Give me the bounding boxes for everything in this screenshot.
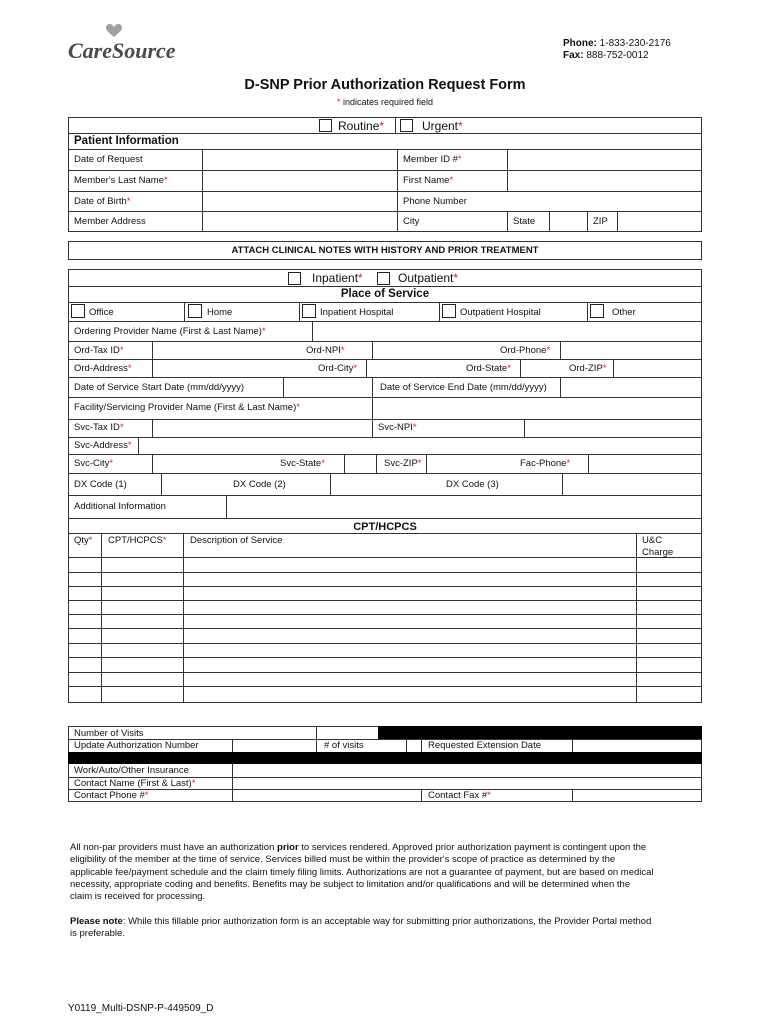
inpatient-checkbox[interactable] bbox=[288, 272, 301, 285]
ord-address-label: Ord-Address* bbox=[74, 363, 132, 374]
ordering-name-field[interactable] bbox=[313, 322, 701, 340]
address-label: Member Address bbox=[74, 216, 146, 227]
city-label: City bbox=[403, 216, 420, 227]
disclaimer-paragraph: All non-par providers must have an authorization prior to services rendered. Approved prior authorization payment is contingent upon the eligibility of the member at the time of service. Services billed must be within the provider's scope of practice as determined by the applicable fee/payment schedule and the claim timely filing limits. Authorizations are not a guarantee of payment, but are based on medical necessity, appropriate coding and benefits. Benefits may be subject to limitation and/or qualifications and will be determined when the claim is received for processing. bbox=[70, 842, 654, 903]
inpatient-label: Inpatient* bbox=[312, 271, 363, 285]
inpatient-hospital-label: Inpatient Hospital bbox=[320, 307, 394, 318]
first-name-label: First Name* bbox=[403, 175, 454, 186]
form-code: Y0119_Multi-DSNP-P-449509_D bbox=[68, 1003, 214, 1014]
urgent-label: Urgent* bbox=[422, 119, 463, 133]
svc-npi-label: Svc-NPI* bbox=[378, 422, 417, 433]
routine-label: Routine* bbox=[338, 119, 385, 133]
date-of-request-label: Date of Request bbox=[74, 154, 143, 165]
end-date-label: Date of Service End Date (mm/dd/yyyy) bbox=[380, 382, 547, 393]
other-checkbox[interactable] bbox=[590, 304, 604, 318]
outpatient-label: Outpatient* bbox=[398, 271, 459, 285]
office-checkbox[interactable] bbox=[71, 304, 85, 318]
cpt-code-header: CPT/HCPCS* bbox=[108, 535, 167, 546]
dob-label: Date of Birth* bbox=[74, 196, 131, 207]
patient-heading: Patient Information bbox=[74, 135, 179, 147]
contact-name-label: Contact Name (First & Last)* bbox=[74, 778, 196, 789]
page-title: D-SNP Prior Authorization Request Form bbox=[244, 77, 526, 93]
svc-address-label: Svc-Address* bbox=[74, 440, 132, 451]
home-checkbox[interactable] bbox=[188, 304, 202, 318]
facility-name-label: Facility/Servicing Provider Name (First & Last Name)* bbox=[74, 402, 300, 413]
please-note-paragraph: Please note: While this fillable prior authorization form is an acceptable way for submitting prior authorizations, the Provider Portal method is preferable. bbox=[70, 916, 652, 940]
date-of-request-field[interactable] bbox=[203, 150, 396, 169]
other-label: Other bbox=[612, 307, 636, 318]
dx2-label: DX Code (2) bbox=[233, 479, 286, 490]
cpt-heading: CPT/HCPCS bbox=[353, 521, 417, 533]
header-phone: Phone: 1-833-230-2176 bbox=[563, 38, 671, 49]
required-note: * indicates required field bbox=[336, 97, 434, 107]
last-name-label: Member's Last Name* bbox=[74, 175, 168, 186]
ord-phone-label: Ord-Phone* bbox=[500, 345, 551, 356]
contact-phone-label: Contact Phone #* bbox=[74, 790, 149, 801]
ord-tax-label: Ord-Tax ID* bbox=[74, 345, 124, 356]
urgent-checkbox[interactable] bbox=[400, 119, 413, 132]
ord-city-label: Ord-City* bbox=[318, 363, 358, 374]
zip-label: ZIP bbox=[593, 216, 608, 227]
svc-zip-label: Svc-ZIP* bbox=[384, 458, 422, 469]
first-name-field[interactable] bbox=[508, 171, 701, 190]
heart-icon bbox=[106, 24, 122, 38]
routine-checkbox[interactable] bbox=[319, 119, 332, 132]
uc-header: U&C Charge bbox=[642, 535, 674, 558]
member-id-label: Member ID #* bbox=[403, 154, 462, 165]
dx1-label: DX Code (1) bbox=[74, 479, 127, 490]
additional-info-label: Additional Information bbox=[74, 501, 166, 512]
svc-city-label: Svc-City* bbox=[74, 458, 114, 469]
member-id-field[interactable] bbox=[508, 150, 701, 169]
attach-notice-text: ATTACH CLINICAL NOTES WITH HISTORY AND PRIOR TREATMENT bbox=[231, 245, 539, 256]
home-label: Home bbox=[207, 307, 233, 318]
logo bbox=[68, 24, 188, 64]
qty-header: Qty* bbox=[74, 535, 93, 546]
phone-field[interactable] bbox=[508, 192, 701, 210]
contact-fax-label: Contact Fax #* bbox=[428, 790, 491, 801]
state-label: State bbox=[513, 216, 536, 227]
logo-text: CareSource bbox=[68, 38, 176, 63]
office-label: Office bbox=[89, 307, 114, 318]
ord-npi-label: Ord-NPI* bbox=[306, 345, 345, 356]
outpatient-hospital-checkbox[interactable] bbox=[442, 304, 456, 318]
ord-state-label: Ord-State* bbox=[466, 363, 511, 374]
phone-label: Phone Number bbox=[403, 196, 467, 207]
description-header: Description of Service bbox=[190, 535, 283, 546]
extension-date-label: Requested Extension Date bbox=[428, 740, 542, 751]
num-visits-label: # of visits bbox=[324, 740, 364, 751]
outpatient-hospital-label: Outpatient Hospital bbox=[460, 307, 541, 318]
ord-zip-label: Ord-ZIP* bbox=[569, 363, 607, 374]
outpatient-checkbox[interactable] bbox=[377, 272, 390, 285]
start-date-label: Date of Service Start Date (mm/dd/yyyy) bbox=[74, 382, 244, 393]
svc-state-label: Svc-State* bbox=[280, 458, 325, 469]
place-of-service-heading: Place of Service bbox=[340, 288, 430, 300]
update-auth-label: Update Authorization Number bbox=[74, 740, 199, 751]
number-of-visits-label: Number of Visits bbox=[74, 728, 144, 739]
svc-tax-label: Svc-Tax ID* bbox=[74, 422, 124, 433]
fac-phone-label: Fac-Phone* bbox=[520, 458, 571, 469]
ordering-name-label: Ordering Provider Name (First & Last Name)* bbox=[74, 326, 266, 337]
dob-field[interactable] bbox=[203, 192, 396, 210]
last-name-field[interactable] bbox=[203, 171, 396, 190]
dx3-label: DX Code (3) bbox=[446, 479, 499, 490]
insurance-label: Work/Auto/Other Insurance bbox=[74, 765, 189, 776]
inpatient-hospital-checkbox[interactable] bbox=[302, 304, 316, 318]
address-field[interactable] bbox=[203, 212, 396, 231]
header-fax: Fax: 888-752-0012 bbox=[563, 50, 649, 61]
